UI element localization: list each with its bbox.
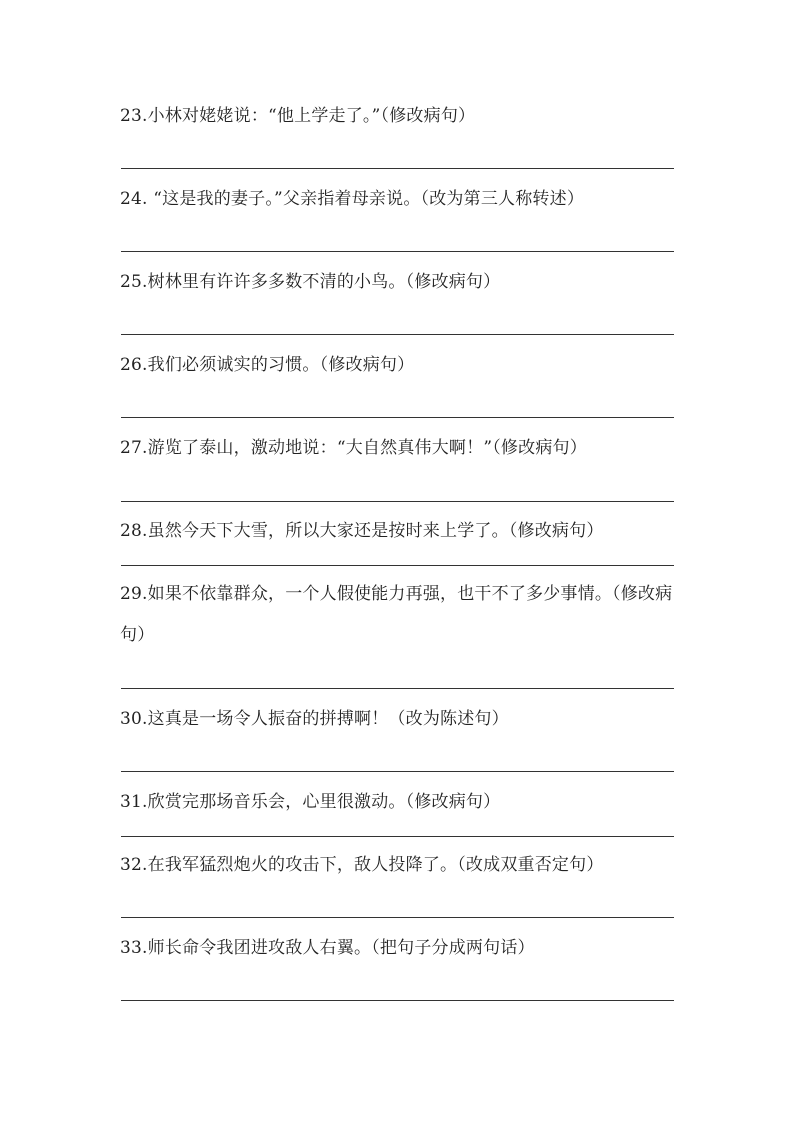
answer-line-26[interactable]	[121, 417, 674, 418]
answer-line-27[interactable]	[121, 501, 674, 502]
answer-line-29[interactable]	[121, 688, 674, 689]
answer-line-33[interactable]	[121, 1000, 674, 1001]
question-32-text: 32.在我军猛烈炮火的攻击下，敌人投降了。（改成双重否定句）	[120, 855, 604, 875]
answer-line-31[interactable]	[121, 836, 674, 837]
answer-line-24[interactable]	[121, 251, 674, 252]
question-25-text: 25.树林里有许许多多数不清的小鸟。（修改病句）	[120, 272, 501, 292]
question-27-text: 27.游览了泰山，激动地说：“大自然真伟大啊！”（修改病句）	[120, 438, 587, 458]
answer-line-23[interactable]	[121, 168, 674, 169]
question-30-text: 30.这真是一场令人振奋的拼搏啊！（改为陈述句）	[120, 709, 509, 729]
question-23-text: 23.小林对姥姥说：“他上学走了。”（修改病句）	[120, 106, 476, 126]
question-29-text: 29.如果不依靠群众，一个人假使能力再强，也干不了多少事情。（修改病句）	[120, 584, 673, 645]
question-26-text: 26.我们必须诚实的习惯。（修改病句）	[120, 355, 415, 375]
question-24-text: 24. “这是我的妻子。”父亲指着母亲说。（改为第三人称转述）	[120, 189, 585, 209]
answer-line-30[interactable]	[121, 771, 674, 772]
question-28-text: 28.虽然今天下大雪，所以大家还是按时来上学了。（修改病句）	[120, 521, 604, 541]
question-31-text: 31.欣赏完那场音乐会，心里很激动。（修改病句）	[120, 792, 501, 812]
answer-line-32[interactable]	[121, 917, 674, 918]
answer-line-25[interactable]	[121, 334, 674, 335]
answer-line-28[interactable]	[121, 565, 674, 566]
question-33-text: 33.师长命令我团进攻敌人右翼。（把句子分成两句话）	[120, 938, 535, 958]
